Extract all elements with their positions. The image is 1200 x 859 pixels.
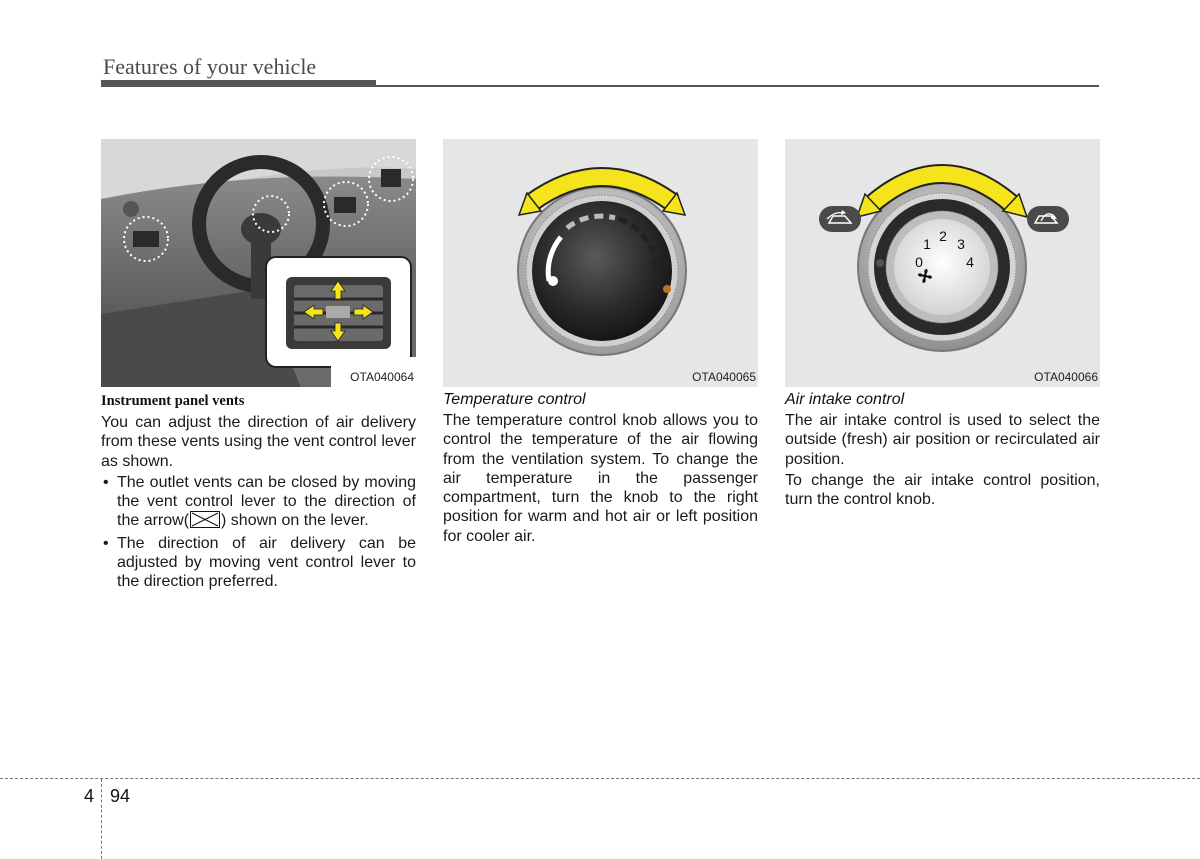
chapter-number: 4 — [84, 786, 95, 806]
bullet-text-before-icon: The outlet vents can be closed by moving the vent control lever to the direction of the arrow( — [117, 473, 416, 530]
fan-speed-label: 3 — [957, 236, 965, 252]
section-air-intake-control — [785, 139, 1100, 511]
fresh-air-icon — [819, 206, 861, 232]
body-text: The temperature control knob allows you to control the temperature of the air flowing from the ventilation system. To change the air temperature in the passenger compartment, turn the knob to the right position for warm and hot air or left position for cooler air. — [443, 412, 758, 545]
recirculate-air-icon — [1027, 206, 1069, 232]
bullet-text-after-icon: ) shown on the lever. — [221, 512, 369, 530]
header-rule-thick — [101, 80, 376, 87]
body-text: The air intake control is used to select the outside (fresh) air position or recirculated air position. — [785, 412, 1100, 468]
temperature-knob-illustration — [443, 139, 758, 387]
air-intake-knob-illustration — [785, 139, 1100, 387]
bullet-item — [101, 473, 416, 531]
section-heading: Instrument panel vents — [101, 393, 245, 409]
fan-speed-label: 1 — [923, 236, 931, 252]
header-rule-thin — [376, 85, 1099, 87]
section-temperature-control — [443, 139, 758, 548]
bullet-list — [101, 473, 416, 592]
footer-divider — [101, 779, 102, 859]
body-text: You can adjust the direction of air delivery from these vents using the vent control lever as shown. — [101, 414, 416, 470]
body-text: To change the air intake control position, turn the control knob. — [785, 471, 1100, 509]
fan-speed-label: 2 — [939, 228, 947, 244]
footer-rule — [0, 778, 1200, 779]
section-heading: Air intake control — [785, 391, 905, 408]
figure-code: OTA040064 — [350, 370, 414, 384]
bullet-item: • The direction of air delivery can be adjusted by moving vent control lever to the direction preferred. — [101, 534, 416, 592]
page-header-title: Features of your vehicle — [103, 54, 317, 79]
page-number: 94 — [110, 786, 131, 806]
section-instrument-panel-vents — [101, 139, 416, 595]
fan-speed-label: 0 — [915, 254, 923, 270]
dashboard-vents-photo — [101, 139, 416, 387]
vent-closed-arrow-icon — [190, 511, 220, 528]
figure-code: OTA040066 — [1034, 370, 1098, 384]
section-heading: Temperature control — [443, 391, 586, 408]
fan-speed-label: 4 — [966, 254, 974, 270]
figure-code: OTA040065 — [692, 370, 756, 384]
